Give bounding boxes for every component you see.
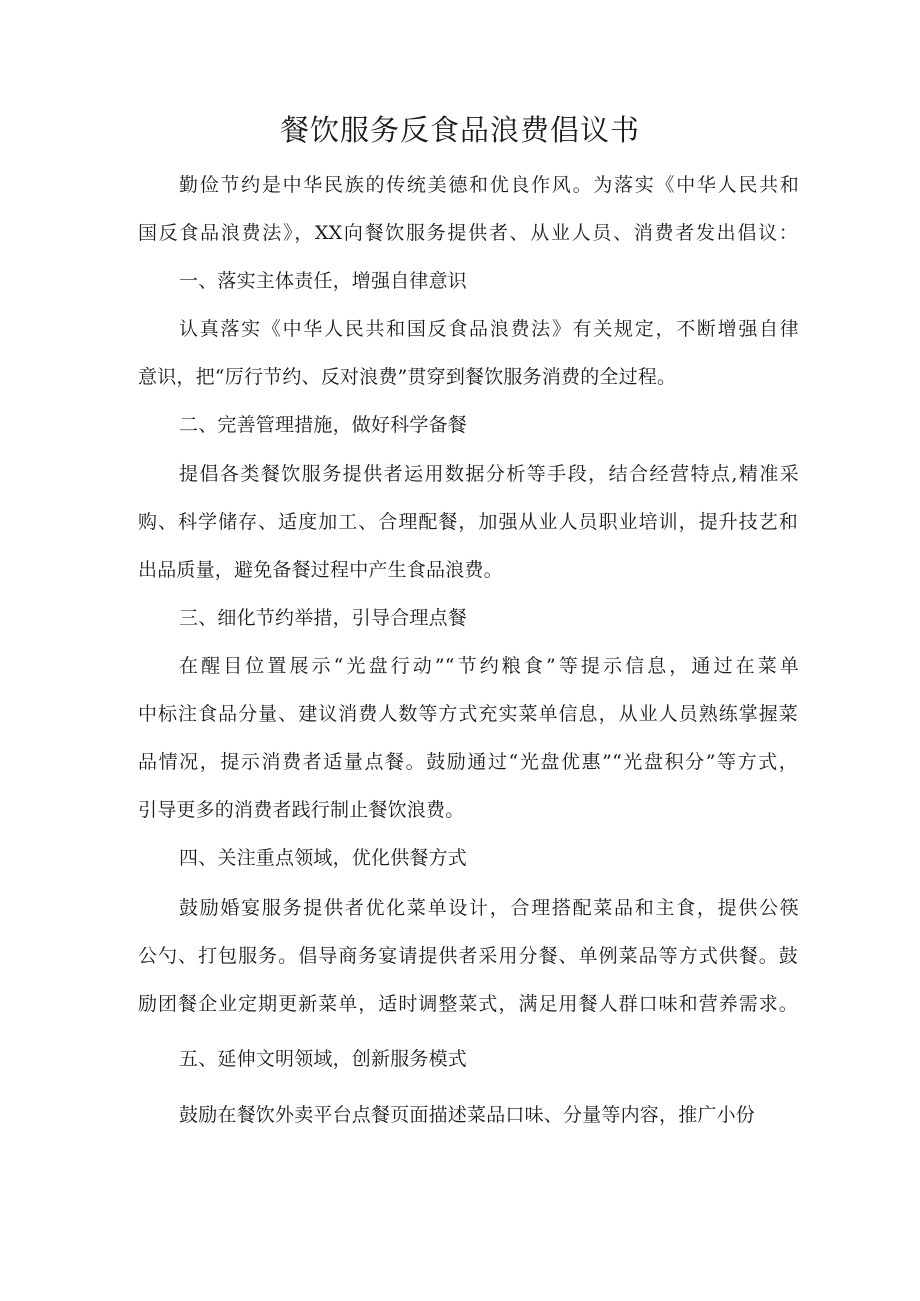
paragraph-line: 出品质量，避免备餐过程中产生食品浪费。 [138, 559, 503, 581]
paragraph-line: 购、科学储存、适度加工、合理配餐，加强从业人员职业培训，提升技艺和 [138, 511, 798, 533]
paragraph-line: 品情况，提示消费者适量点餐。鼓励通过“光盘优惠”“光盘积分”等方式， [138, 751, 798, 773]
paragraph-line: 鼓励在餐饮外卖平台点餐页面描述菜品口味、分量等内容，推广小份 [179, 1104, 756, 1126]
paragraph-line: 励团餐企业定期更新菜单，适时调整菜式，满足用餐人群口味和营养需求。 [138, 993, 798, 1015]
paragraph-line: 意识，把“厉行节约、反对浪费”贯穿到餐饮服务消费的全过程。 [138, 366, 677, 388]
paragraph-line: 认真落实《中华人民共和国反食品浪费法》有关规定，不断增强自律 [179, 318, 799, 340]
paragraph-line: 公勺、打包服务。倡导商务宴请提供者采用分餐、单例菜品等方式供餐。鼓 [138, 945, 798, 967]
paragraph-line: 中标注食品分量、建议消费人数等方式充实菜单信息，从业人员熟练掌握菜 [138, 703, 798, 725]
paragraph-line: 鼓励婚宴服务提供者优化菜单设计，合理搭配菜品和主食，提供公筷 [179, 897, 799, 919]
document-title: 餐饮服务反食品浪费倡议书 [279, 113, 640, 147]
section-heading-2: 二、完善管理措施，做好科学备餐 [179, 414, 468, 436]
section-heading-4: 四、关注重点领域，优化供餐方式 [179, 847, 468, 869]
paragraph-line: 引导更多的消费者践行制止餐饮浪费。 [138, 799, 465, 821]
paragraph-line: 国反食品浪费法》，XX向餐饮服务提供者、从业人员、消费者发出倡议： [138, 222, 798, 244]
section-heading-3: 三、细化节约举措，引导合理点餐 [179, 607, 468, 629]
paragraph-line: 提倡各类餐饮服务提供者运用数据分析等手段，结合经营特点,精准采 [179, 463, 799, 485]
section-heading-1: 一、落实主体责任，增强自律意识 [179, 270, 468, 292]
section-heading-5: 五、延伸文明领域，创新服务模式 [179, 1048, 468, 1070]
paragraph-line: 勤俭节约是中华民族的传统美德和优良作风。为落实《中华人民共和 [179, 174, 799, 196]
paragraph-line: 在醒目位置展示“光盘行动”“节约粮食”等提示信息，通过在菜单 [179, 655, 799, 677]
